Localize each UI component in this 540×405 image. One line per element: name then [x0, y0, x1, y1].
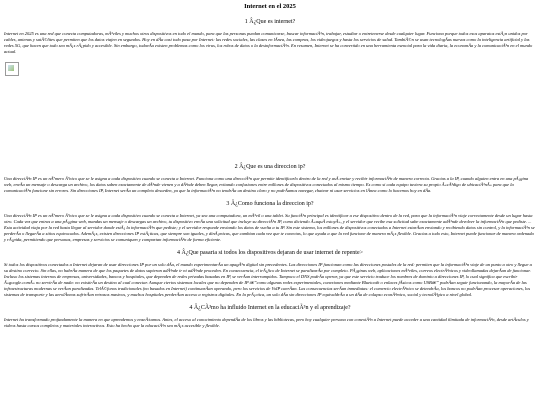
section-heading-como-funciona-ip: 3 Â¿Como funciona la direccion ip?: [226, 201, 314, 207]
section-body-como-funciona-ip: Una direcciÃ³n IP es un nÃºmero Ãºnico que se le asigna a cada dispositivo cuando se conecta a Internet, ya sea una computadora, un mÃ³vil o una tablet. Su funciÃ³n principal es identificar a ese dispositivo dentro de la red, para que la informaciÃ³n viaje correctamente desde un lugar hasta otro. Cada vez que entras a una pÃ¡gina web, mandas un mensaje o descargas un archivo, tu dispositivo envÃa una solicitud que incluye su direcciÃ³n IP, como diciendo Â«aquÃ estoyÂ», y el servidor que recibe esa solicitud sabe exactamente adÃ³nde devolver la informaciÃ³n que pediste. ... Esta actividad viaja por la red hasta llegar al servidor donde estÃ¡ la informaciÃ³n que pediste; y el servidor responde enviando los datos de vuelta a tu IP. Sin este sistema, los millones de dispositivos conectados a Internet estarÃan enviando y recibiendo datos sin control, y la informaciÃ³n se perderÃa o llegarÃa a sitios equivocados. AdemÃ¡s, existen direcciones IP estÃ¡ticas, que siempre son iguales, y dinÃ¡micas, que cambian cada vez que te conectas, lo que ayuda a que la red funcione de manera mÃ¡s flexible. Gracias a todo esto, Internet puede funcionar de manera ordenada y rÃ¡pida, permitiendo que personas, empresas y servicios se comuniquen y compartan informaciÃ³n de forma eficiente.: [4, 213, 535, 242]
section-heading-sin-internet: 4 Â¿Que pasaria si todos los dispositivos dejaran de usar internet de repente>: [177, 250, 363, 256]
document-title: Internet en el 2025: [244, 3, 296, 10]
section-body-direccion-ip: Una direcciÃ³n IP es un nÃºmero Ãºnico que se le asigna a cada dispositivo cuando se conecta a Internet. Funciona como una direcciÃ³n que permite identificarlo dentro de la red y asÃ enviar y recibir informaciÃ³n de manera correcta. Gracias a la IP, cuando alguien entra en una pÃ¡gina web, envÃa un mensaje o descarga un archivo, los datos saben exactamente de dÃ³nde vienen y a dÃ³nde deben llegar, evitando confusiones entre millones de dispositivos conectados al mismo tiempo. Es como si cada equipo tuviera su propio Â«cÃ³digo de ubicaciÃ³nÂ» para que la comunicaciÃ³n funcione sin errores. Sin direcciones IP, Internet serÃa un completo desorden, ya que la informaciÃ³n no tendrÃa un destino claro y no podrÃamos navegar, chatear ni usar servicios en lÃnea como lo hacemos hoy en dÃa.: [4, 176, 529, 193]
section-heading-que-es-internet: 1 Â¿Que es internet?: [244, 19, 296, 25]
section-heading-educacion: 4 Â¿CÃ³mo ha influido Internet en la educaciÃ³n y el aprendizaje?: [189, 305, 351, 311]
broken-image-icon: [5, 62, 19, 76]
section-body-educacion: Internet ha transformado profundamente la manera en que aprendemos y enseÃ±amos. Antes, el acceso al conocimiento dependÃa de los libros y las bibliotecas, pero hoy cualquier persona con conexiÃ³n a Internet puede acceder a una cantidad ilimitada de informaciÃ³n, desde artÃculos y videos hasta cursos completos y materiales interactivos. Esto ha hecho que la educaciÃ³n sea mÃ¡s accesible y flexible.: [4, 317, 529, 328]
section-body-que-es-internet: Internet en 2025 es una red que conecta computadoras, mÃ³viles y muchos otros dispositivos en todo el mundo, para que las personas puedan comunicarse, buscar informaciÃ³n, trabajar, estudiar o entretenerse desde cualquier lugar. Funciona porque todos esos aparatos estÃ¡n unidos por cables, antenas y satÃ©lites que permiten que los datos viajen en segundos. Hoy en dÃa casi todo pasa por Internet: las redes sociales, las clases en lÃnea, las compras, los videojuegos y hasta los servicios de salud. TambiÃ©n se usan tecnologÃas nuevas como la inteligencia artificial y las redes 5G, que hacen que todo sea mÃ¡s rÃ¡pido y accesible. Sin embargo, todavÃa existen problemas como los virus, los robos de datos o la desinformaciÃ³n. En resumen, Internet se ha convertido en una herramienta esencial para la vida diaria, la economÃa y la comunicaciÃ³n en el mundo actual.: [4, 31, 533, 54]
section-heading-direccion-ip: 2 Â¿Que es una direccion ip?: [234, 164, 306, 170]
section-body-sin-internet: Si todos los dispositivos conectados a Internet dejaran de usar direcciones IP por un solo dÃa, el mundo experimentarÃa un apagÃ³n digital sin precedentes. Las direcciones IP funcionan como las direcciones postales de la red: permiten que la informaciÃ³n viaje de un punto a otro y llegue a su destino correcto. Sin ellas, no habrÃa manera de que los paquetes de datos supieran adÃ³nde ir ni adÃ³nde proceden. En consecuencia, el trÃ¡fico de Internet se paralizarÃa por completo. PÃ¡ginas web, aplicaciones mÃ³viles, correos electrÃ³nicos y videollamadas dejarÃan de funcionar. Incluso los sistemas internos de empresas, universidades, bancos y hospitales, que dependen de redes privadas basadas en IP, se verÃan interrumpidos. Tampoco el DNS podrÃa operar, ya que este servicio traduce los nombres de dominio a direcciones IP, lo cual significa que escribir Â«google.comÂ» no servirÃa de nada: no existirÃa un destino al cual conectar. Aunque ciertos sistemas locales que no dependen de IP â€”como algunas redes experimentales, conexiones mediante Bluetooth o enlaces fÃsicos como USBâ€” podrÃan seguir funcionando, la mayorÃa de las infraestructuras modernas se verÃan paralizadas. TelÃ©fonos tradicionales (no basados en Internet) continuarÃan operando, pero los servicios de VoIP caerÃan. Las consecuencias serÃan inmediatas: el comercio electrÃ³nico se detendrÃa, los bancos no podrÃan procesar operaciones, los sistemas de transporte y las aerolÃneas sufrirÃan retrasos masivos, y muchos hospitales perderÃan acceso a registros digitales. En la prÃ¡ctica, un solo dÃa sin direcciones IP equivaldrÃa a un dÃa de colapso econÃ³mico, social y tecnolÃ³gico a nivel global.: [4, 262, 532, 297]
